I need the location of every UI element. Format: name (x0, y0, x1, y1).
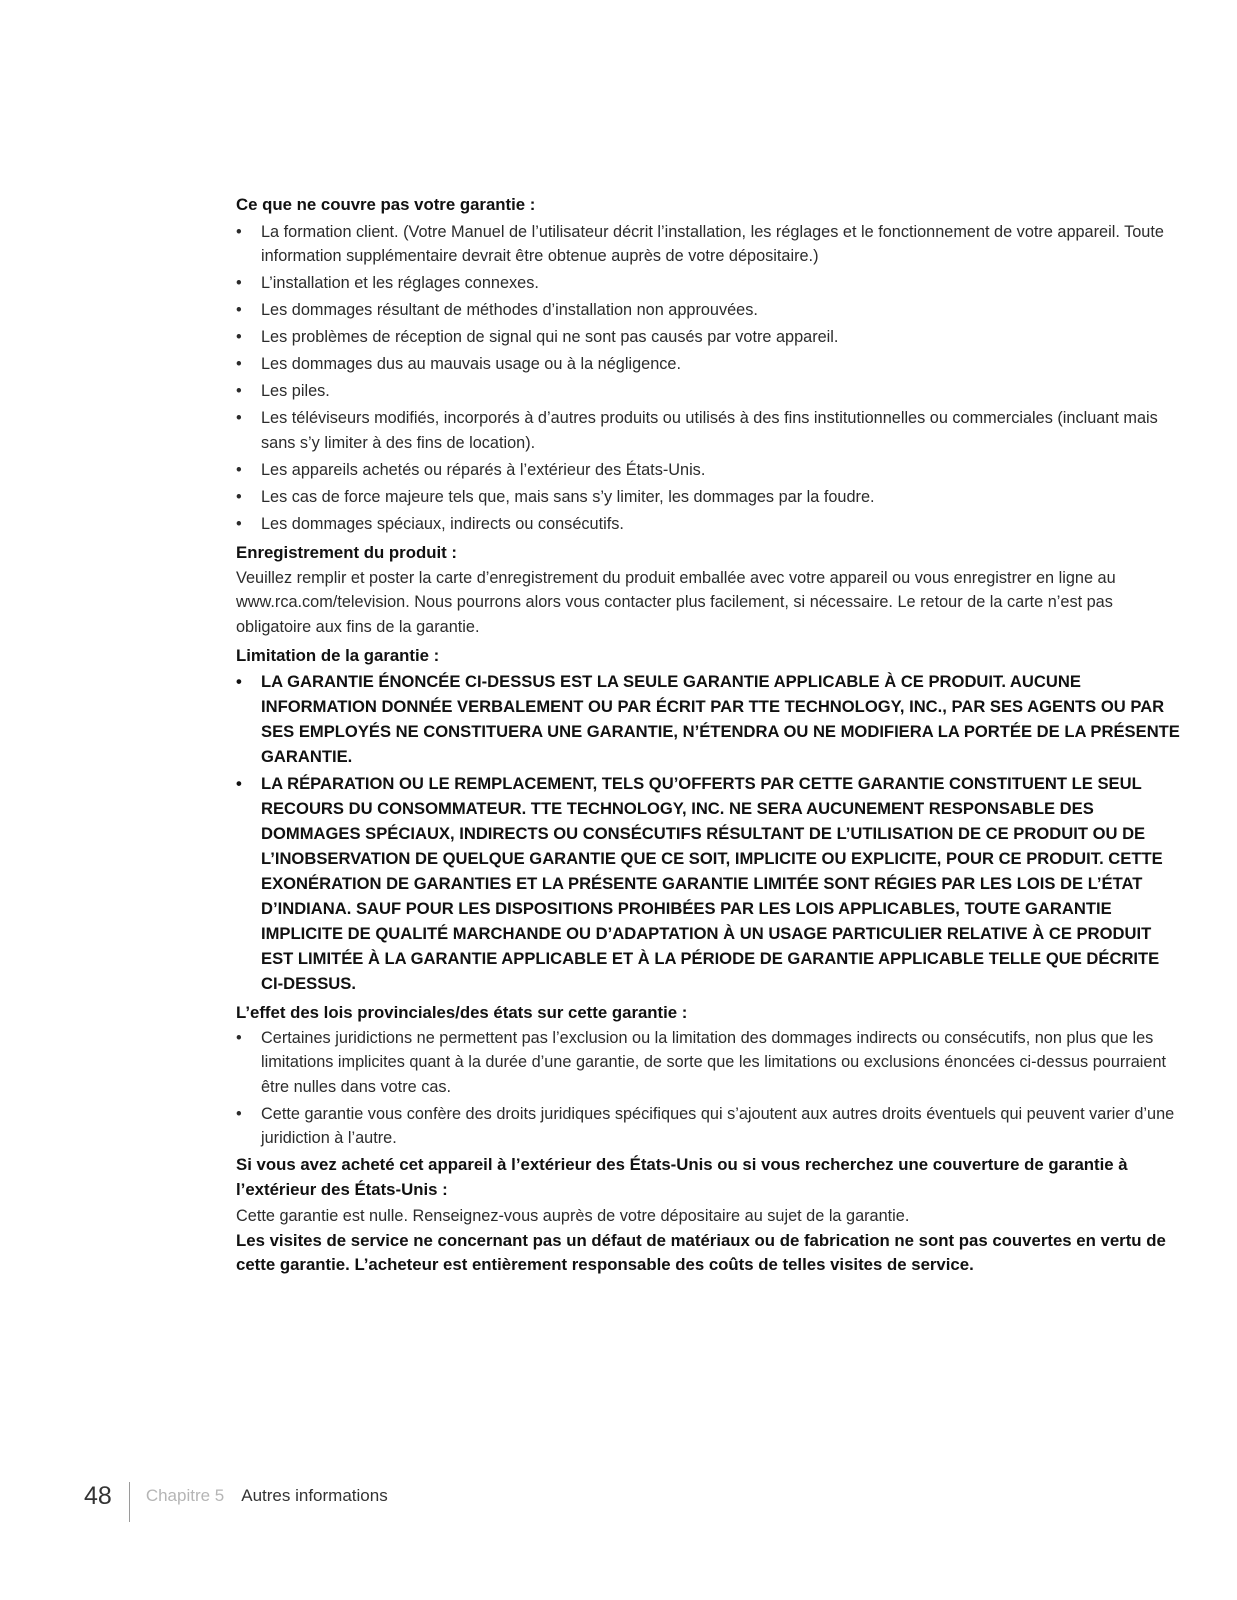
state-law-heading: L’effet des lois provinciales/des états sur cette garantie : (236, 1003, 688, 1022)
list-item: • Les téléviseurs modifiés, incorporés à d’autres produits ou utilisés à des fins institutionnelles ou commerciales (incluant mais sans s’y limiter à des fins de location). (236, 406, 1181, 455)
list-item: • Les dommages résultant de méthodes d’installation non approuvées. (236, 298, 1181, 323)
chapter-label: Chapitre 5 (145, 1486, 225, 1505)
not-covered-list (236, 220, 1181, 537)
list-item: • Les piles. (236, 379, 1181, 404)
limitation-heading: Limitation de la garantie : (236, 646, 440, 665)
list-item: • Certaines juridictions ne permettent pas l’exclusion ou la limitation des dommages indirects ou consécutifs, non plus que les limitations implicites quant à la durée d’une garantie, de sorte que les limitations ou exclusions énoncées ci-dessus pourraient être nulles dans votre cas. (236, 1026, 1181, 1100)
outside-us-text: Cette garantie est nulle. Renseignez-vous auprès de votre dépositaire au sujet de la garantie. (236, 1207, 910, 1225)
list-item: • LA RÉPARATION OU LE REMPLACEMENT, TELS QU’OFFERTS PAR CETTE GARANTIE CONSTITUENT LE SEUL RECOURS DU CONSOMMATEUR. TTE TECHNOLOGY, INC. NE SERA AUCUNEMENT RESPONSABLE DES DOMMAGES SPÉCIAUX, INDIRECTS OU CONSÉCUTIFS RÉSULTANT DE L’UTILISATION DE CE PRODUIT OU DE L’INOBSERVATION DE QUELQUE GARANTIE QUE CE SOIT, IMPLICITE OU EXPLICITE, POUR CE PRODUIT. CETTE EXONÉRATION DE GARANTIES ET LA PRÉSENTE GARANTIE LIMITÉE SONT RÉGIES PAR LES LOIS DE L’ÉTAT D’INDIANA. SAUF POUR LES DISPOSITIONS PROHIBÉES PAR LES LOIS APPLICABLES, TOUTE GARANTIE IMPLICITE DE QUALITÉ MARCHANDE OU D’ADAPTATION À UN USAGE PARTICULIER RELATIVE À CE PRODUIT EST LIMITÉE À LA GARANTIE APPLICABLE ET À LA PÉRIODE DE GARANTIE APPLICABLE TELLE QUE DÉCRITE CI-DESSUS. (236, 771, 1181, 996)
list-item: • L’installation et les réglages connexes. (236, 271, 1181, 296)
page-number: 48 (84, 1482, 112, 1510)
registration-text: Veuillez remplir et poster la carte d’enregistrement du produit emballée avec votre appareil ou vous enregistrer en ligne au www.rca.com/television. Nous pourrons alors vous contacter plus facilement, si nécessaire. Le retour de la carte n’est pas obligatoire aux fins de la garantie. (236, 568, 1116, 636)
list-item: • Cette garantie vous confère des droits juridiques spécifiques qui s’ajoutent aux autres droits éventuels qui peuvent varier d’une juridiction à l’autre. (236, 1102, 1181, 1151)
service-visits-text: Les visites de service ne concernant pas un défaut de matériaux ou de fabrication ne sont pas couvertes en vertu de cette garantie. L’acheteur est entièrement responsable des coûts de telles visites de service. (236, 1230, 1166, 1274)
list-item: • LA GARANTIE ÉNONCÉE CI-DESSUS EST LA SEULE GARANTIE APPLICABLE À CE PRODUIT. AUCUNE INFORMATION DONNÉE VERBALEMENT OU PAR ÉCRIT PAR TTE TECHNOLOGY, INC., PAR SES AGENTS OU PAR SES EMPLOYÉS NE CONSTITUERA UNE GARANTIE, N’ÉTENDRA OU NE MODIFIERA LA PORTÉE DE LA PRÉSENTE GARANTIE. (236, 669, 1181, 769)
page-footer (84, 1482, 388, 1522)
list-item: • Les problèmes de réception de signal qui ne sont pas causés par votre appareil. (236, 325, 1181, 350)
list-item: • Les cas de force majeure tels que, mais sans s’y limiter, les dommages par la foudre. (236, 485, 1181, 510)
list-item: • Les dommages spéciaux, indirects ou consécutifs. (236, 512, 1181, 537)
list-item: • Les dommages dus au mauvais usage ou à la négligence. (236, 352, 1181, 377)
registration-heading: Enregistrement du produit : (236, 543, 457, 562)
section-label: Autres informations (241, 1486, 388, 1505)
list-item: • Les appareils achetés ou réparés à l’extérieur des États-Unis. (236, 458, 1181, 483)
state-law-list (236, 1026, 1181, 1151)
list-item: • La formation client. (Votre Manuel de l’utilisateur décrit l’installation, les réglages et le fonctionnement de votre appareil. Toute information supplémentaire devrait être obtenue auprès de votre dépositaire.) (236, 220, 1181, 269)
footer-divider (129, 1482, 130, 1522)
not-covered-heading: Ce que ne couvre pas votre garantie : (236, 195, 536, 214)
limitation-list (236, 669, 1181, 997)
warranty-content (236, 193, 1181, 1278)
outside-us-heading: Si vous avez acheté cet appareil à l’extérieur des États-Unis ou si vous recherchez une couverture de garantie à l’extérieur des États-Unis : (236, 1155, 1128, 1199)
